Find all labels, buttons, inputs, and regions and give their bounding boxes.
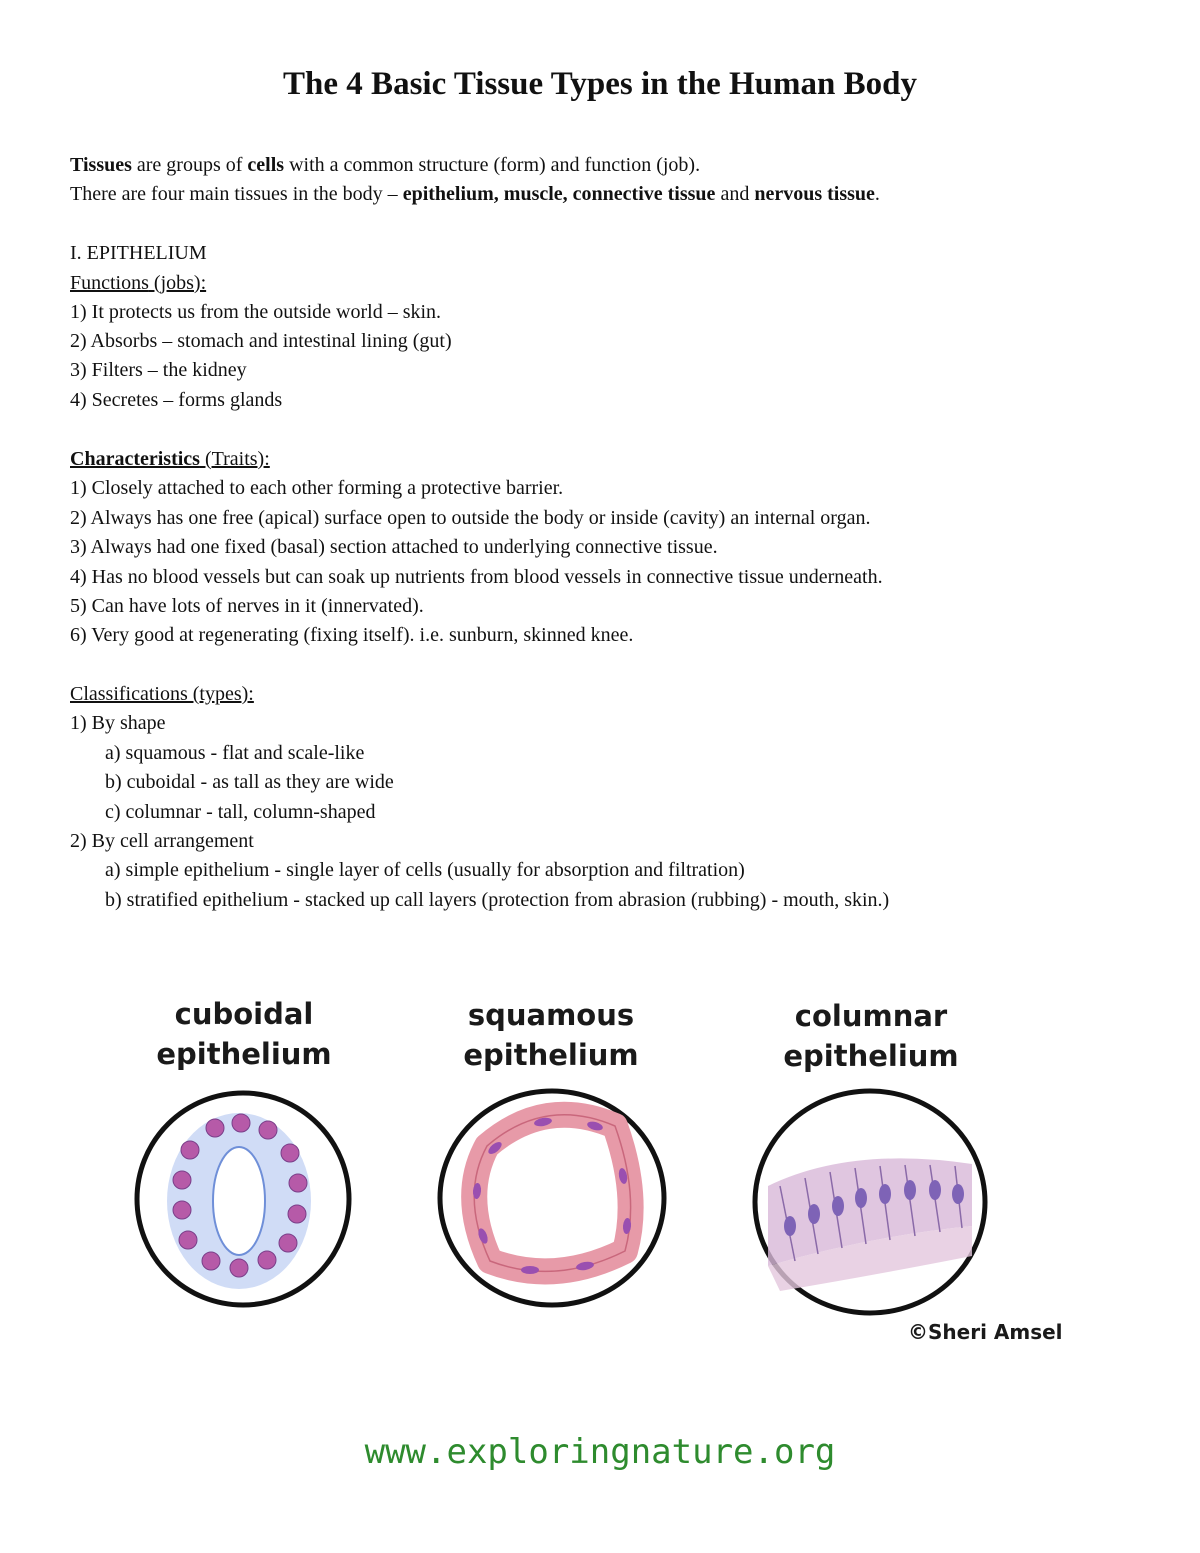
figure-label-line: epithelium: [783, 1039, 959, 1073]
characteristic-item: 5) Can have lots of nerves in it (innervated).: [70, 595, 424, 617]
cuboidal-epithelium-illustration: [132, 1088, 354, 1310]
columnar-epithelium-illustration: [750, 1086, 990, 1318]
figure-label-cuboidal: [84, 994, 404, 1074]
characteristic-item: 2) Always has one free (apical) surface open to outside the body or inside (cavity) an internal organ.: [70, 507, 871, 529]
arrangement-item: a) simple epithelium - single layer of cells (usually for absorption and filtration): [105, 859, 745, 881]
function-item: 1) It protects us from the outside world – skin.: [70, 301, 442, 323]
website-link[interactable]: www.exploringnature.org: [364, 1432, 836, 1472]
shape-heading: 1) By shape: [70, 712, 166, 734]
functions-suffix: (jobs):: [148, 272, 207, 294]
characteristics-label: Characteristics: [70, 448, 200, 470]
term-cells: cells: [247, 154, 285, 176]
intro-text: with a common structure (form) and function (job).: [284, 154, 701, 176]
term-tissues: Tissues: [70, 154, 132, 176]
squamous-epithelium-illustration: [435, 1086, 669, 1310]
characteristic-item: 4) Has no blood vessels but can soak up nutrients from blood vessels in connective tissue underneath.: [70, 566, 883, 588]
classifications-heading: Classifications (types):: [70, 683, 254, 705]
characteristic-item: 6) Very good at regenerating (fixing itself). i.e. sunburn, skinned knee.: [70, 624, 634, 646]
figure-label-columnar: [711, 996, 1031, 1076]
characteristic-item: 3) Always had one fixed (basal) section attached to underlying connective tissue.: [70, 536, 718, 558]
characteristics-heading: [70, 446, 270, 472]
function-item: 2) Absorbs – stomach and intestinal lining (gut): [70, 330, 452, 352]
characteristic-item: 1) Closely attached to each other forming a protective barrier.: [70, 477, 564, 499]
figure-label-line: columnar: [794, 999, 948, 1033]
figure-label-line: squamous: [467, 998, 635, 1032]
figure-label-squamous: [391, 995, 711, 1075]
functions-heading: [70, 270, 206, 296]
intro-text: .: [874, 183, 880, 205]
term-tissue-list: epithelium, muscle, connective tissue: [402, 183, 716, 205]
figure-label-line: cuboidal: [174, 997, 314, 1031]
function-item: 3) Filters – the kidney: [70, 359, 247, 381]
function-item: 4) Secretes – forms glands: [70, 389, 283, 411]
shape-item: c) columnar - tall, column-shaped: [105, 801, 376, 823]
functions-label: Functions: [70, 272, 149, 294]
intro-line-2: [70, 181, 880, 207]
page-title: The 4 Basic Tissue Types in the Human Body: [283, 66, 917, 102]
figure-label-line: epithelium: [463, 1038, 639, 1072]
intro-text: There are four main tissues in the body –: [70, 183, 403, 205]
intro-line-1: [70, 152, 700, 178]
intro-text: and: [715, 183, 755, 205]
shape-item: b) cuboidal - as tall as they are wide: [105, 771, 394, 793]
section-heading: I. EPITHELIUM: [70, 242, 207, 264]
shape-item: a) squamous - flat and scale-like: [105, 742, 365, 764]
arrangement-heading: 2) By cell arrangement: [70, 830, 254, 852]
illustration-credit: ©Sheri Amsel: [908, 1320, 1063, 1344]
figure-label-line: epithelium: [156, 1037, 332, 1071]
term-nervous-tissue: nervous tissue: [754, 183, 875, 205]
arrangement-item: b) stratified epithelium - stacked up call layers (protection from abrasion (rubbing) - mouth, skin.): [105, 889, 890, 911]
characteristics-suffix: (Traits):: [199, 448, 270, 470]
intro-text: are groups of: [131, 154, 248, 176]
